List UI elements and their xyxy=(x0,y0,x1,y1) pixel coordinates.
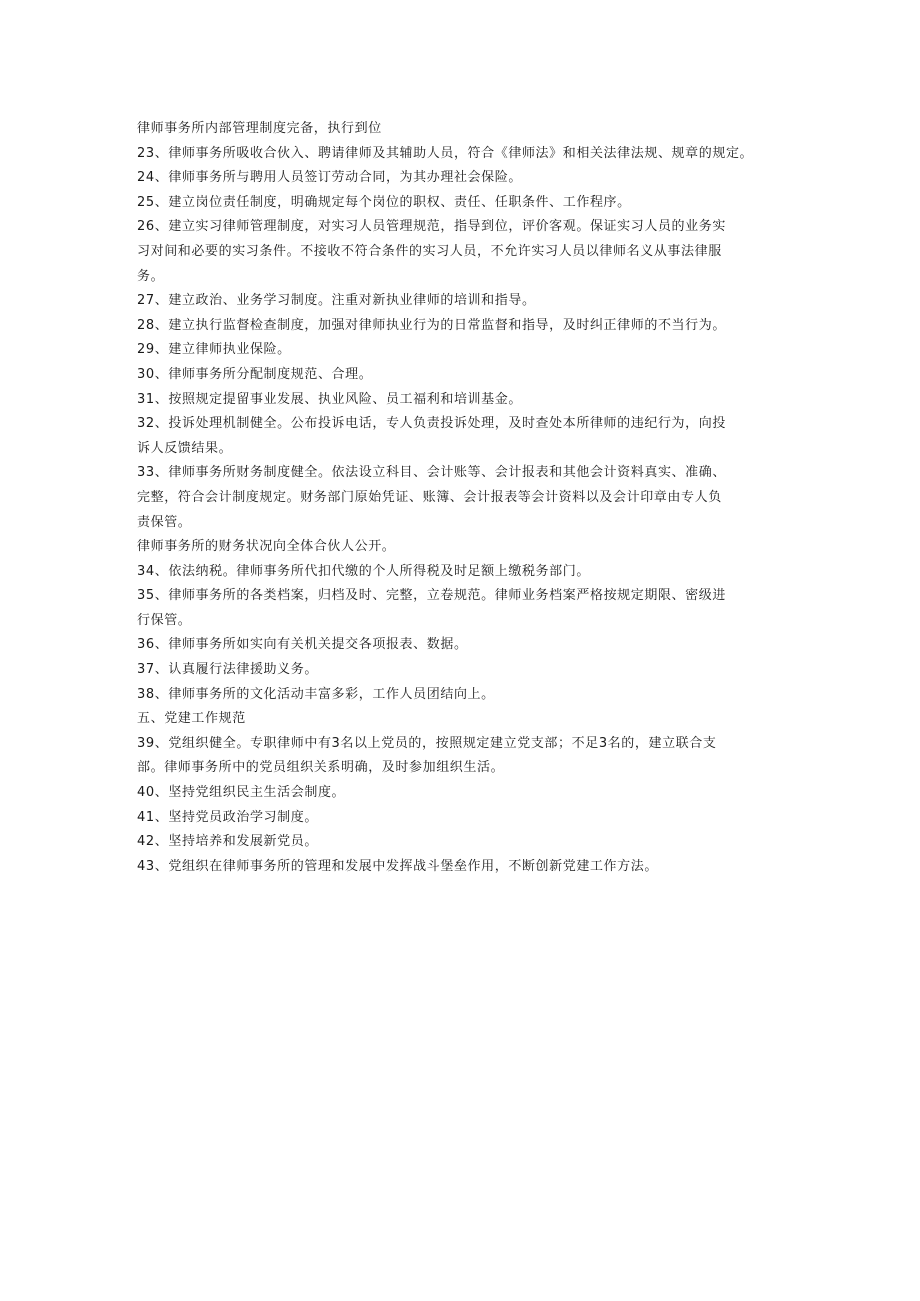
text-line: 26、建立实习律师管理制度，对实习人员管理规范，指导到位，评价客观。保证实习人员的业务实 xyxy=(137,219,726,235)
text-line: 35、律师事务所的各类档案，归档及时、完整，立卷规范。律师业务档案严格按规定期限、密级进 xyxy=(137,588,726,604)
text-line: 习对间和必要的实习条件。不接收不符合条件的实习人员，不允许实习人员以律师名义从事法律服 xyxy=(137,243,722,259)
text-line: 33、律师事务所财务制度健全。依法设立科目、会计账等、会计报表和其他会计资料真实、准确、 xyxy=(137,465,726,481)
text-line: 部。律师事务所中的党员组织关系明确，及时参加组织生活。 xyxy=(137,760,505,776)
text-line: 29、建立律师执业保险。 xyxy=(137,342,291,358)
text-line: 责保管。 xyxy=(137,514,192,530)
document-body xyxy=(137,117,797,879)
text-line: 34、依法纳税。律师事务所代扣代缴的个人所得税及时足额上缴税务部门。 xyxy=(137,563,590,579)
text-line: 25、建立岗位责任制度，明确规定每个岗位的职权、责任、任职条件、工作程序。 xyxy=(137,194,631,210)
text-line: 43、党组织在律师事务所的管理和发展中发挥战斗堡垒作用，不断创新党建工作方法。 xyxy=(137,858,658,874)
text-line: 40、坚持党组织民主生活会制度。 xyxy=(137,785,346,801)
text-line: 务。 xyxy=(137,268,165,284)
text-line: 41、坚持党员政治学习制度。 xyxy=(137,809,318,825)
text-line: 31、按照规定提留事业发展、执业风险、员工福利和培训基金。 xyxy=(137,391,522,407)
text-line: 38、律师事务所的文化活动丰富多彩，工作人员团结向上。 xyxy=(137,686,495,702)
text-line: 24、律师事务所与聘用人员签订劳动合同，为其办理社会保险。 xyxy=(137,170,522,186)
text-line: 律师事务所的财务状况向全体合伙人公开。 xyxy=(137,539,396,555)
text-line: 32、投诉处理机制健全。公布投诉电话，专人负责投诉处理，及时查处本所律师的违纪行为，向投 xyxy=(137,416,726,432)
text-line: 37、认真履行法律援助义务。 xyxy=(137,662,318,678)
text-line: 27、建立政治、业务学习制度。注重对新执业律师的培训和指导。 xyxy=(137,293,536,309)
text-line: 36、律师事务所如实向有关机关提交各项报表、数据。 xyxy=(137,637,468,653)
text-line: 律师事务所内部管理制度完备，执行到位 xyxy=(137,121,382,136)
text-line: 完整，符合会计制度规定。财务部门原始凭证、账簿、会计报表等会计资料以及会计印章由专人负 xyxy=(137,489,722,505)
text-line: 42、坚持培养和发展新党员。 xyxy=(137,834,318,850)
text-line: 行保管。 xyxy=(137,612,192,628)
text-line: 30、律师事务所分配制度规范、合理。 xyxy=(137,366,373,382)
text-line: 28、建立执行监督检查制度，加强对律师执业行为的日常监督和指导，及时纠正律师的不当行为。 xyxy=(137,317,726,333)
section-heading: 五、党建工作规范 xyxy=(137,711,246,727)
text-line: 诉人反馈结果。 xyxy=(137,440,233,456)
text-line: 39、党组织健全。专职律师中有3名以上党员的，按照规定建立党支部；不足3名的，建立联合支 xyxy=(137,735,717,751)
text-line: 23、律师事务所吸收合伙入、聘请律师及其辅助人员，符合《律师法》和相关法律法规、规章的规定。 xyxy=(137,145,754,161)
